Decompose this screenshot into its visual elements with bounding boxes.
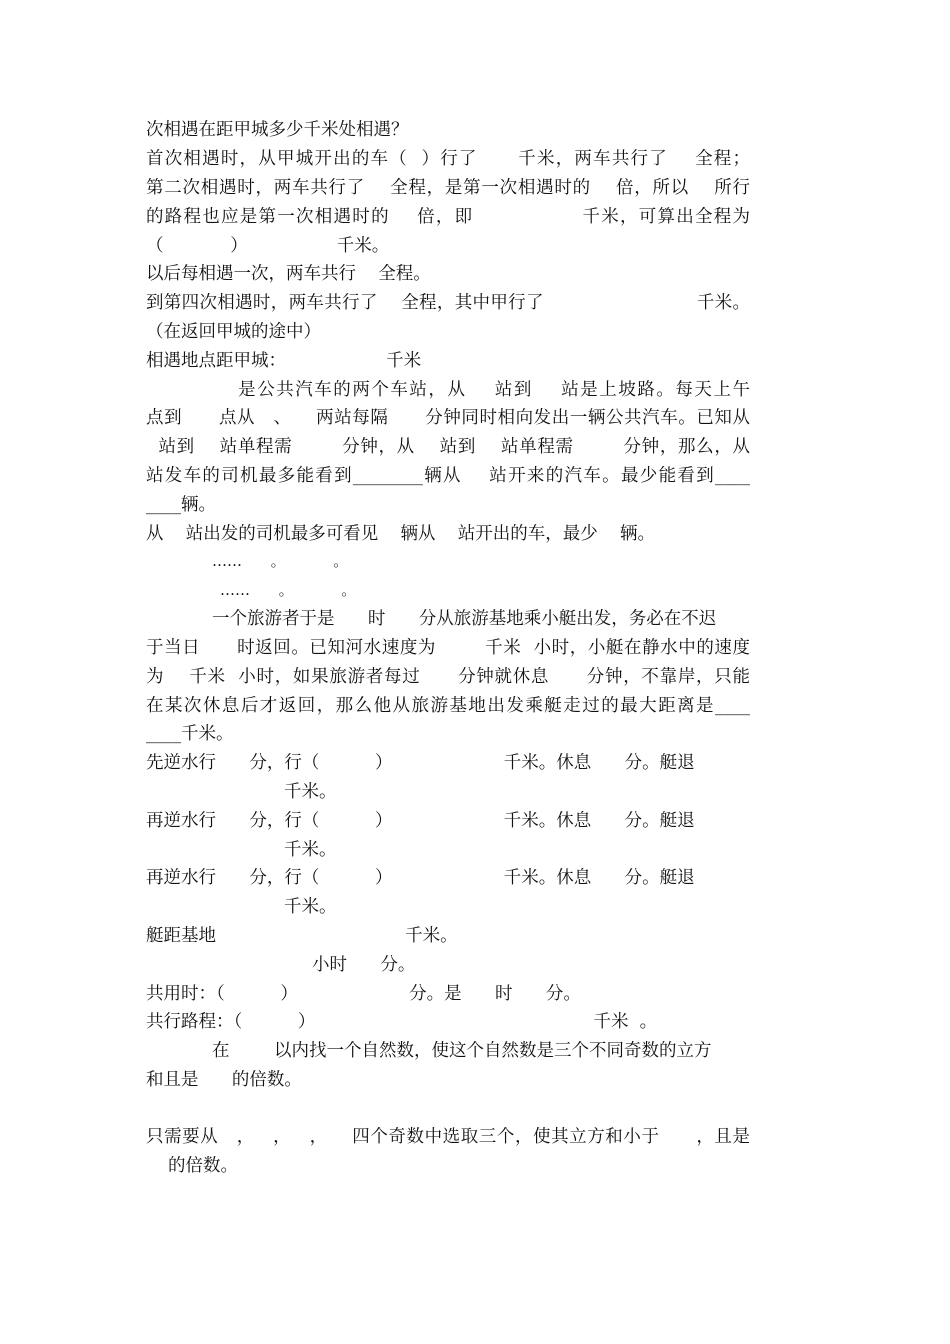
- text-line: 千米。: [284, 897, 337, 917]
- text-line: …… 。 。: [220, 581, 357, 599]
- text-line: （在返回甲城的途中）: [146, 322, 321, 342]
- text-line: 第二次相遇时，两车共行了 全程，是第一次相遇时的 倍，所以 所行: [146, 178, 750, 198]
- text-line: 次相遇在距甲城多少千米处相遇？: [146, 120, 409, 140]
- text-line: 千米。: [284, 782, 337, 802]
- text-line: 站发车的司机最多能看到________辆从 站开来的汽车。最少能看到____: [146, 466, 750, 486]
- text-line: 从 站出发的司机最多可看见 辆从 站开出的车，最少 辆。: [146, 524, 656, 544]
- text-line: 再逆水行 分，行（ ） 千米。休息 分。艇退: [146, 811, 695, 831]
- text-line: 相遇地点距甲城： 千米: [146, 351, 422, 371]
- text-line: 点到 点从 、 两站每隔 分钟同时相向发出一辆公共汽车。已知从: [146, 408, 750, 428]
- text-line: 在某次休息后才返回，那么他从旅游基地出发乘艇走过的最大距离是____: [146, 696, 750, 716]
- text-line: 到第四次相遇时，两车共行了 全程，其中甲行了 千米。: [146, 293, 750, 313]
- text-line: 艇距基地 千米。: [146, 926, 458, 946]
- text-line: 以后每相遇一次，两车共行 全程。: [146, 264, 431, 284]
- text-line: 的路程也应是第一次相遇时的 倍，即 千米，可算出全程为: [146, 207, 750, 227]
- text-line: …… 。 。: [212, 552, 349, 570]
- text-line: 先逆水行 分，行（ ） 千米。休息 分。艇退: [146, 753, 695, 773]
- text-line: 为 千米 小时，如果旅游者每过 分钟就休息 分钟，不靠岸，只能: [146, 667, 750, 687]
- text-line: 小时 分。: [312, 955, 416, 975]
- text-line: ____千米。: [146, 724, 234, 744]
- text-line: 站到 站单程需 分钟，从 站到 站单程需 分钟，那么，从: [146, 437, 750, 457]
- text-line: 在 以内找一个自然数，使这个自然数是三个不同奇数的立方: [212, 1041, 712, 1061]
- text-line: 共用时：（ ） 分。是 时 分。: [146, 984, 581, 1004]
- text-line: 和且是 的倍数。: [146, 1070, 302, 1090]
- text-line: 千米。: [284, 840, 337, 860]
- text-line: ____辆。: [146, 495, 216, 515]
- text-line: 只需要从 ， ， ， 四个奇数中选取三个，使其立方和小于 ，且是: [146, 1127, 750, 1147]
- text-line: 一个旅游者于是 时 分从旅游基地乘小艇出发，务必在不迟: [212, 609, 717, 629]
- text-line: 首次相遇时，从甲城开出的车（ ）行了 千米，两车共行了 全程；: [146, 149, 750, 169]
- text-line: （ ） 千米。: [146, 236, 390, 256]
- text-line: 共行路程：（ ） 千米 。: [146, 1012, 658, 1032]
- text-line: 的倍数。: [168, 1156, 238, 1176]
- text-line: 于当日 时返回。已知河水速度为 千米 小时，小艇在静水中的速度: [146, 638, 750, 658]
- text-line: 再逆水行 分，行（ ） 千米。休息 分。艇退: [146, 868, 695, 888]
- text-line: 是公共汽车的两个车站，从 站到 站是上坡路。每天上午: [146, 380, 750, 400]
